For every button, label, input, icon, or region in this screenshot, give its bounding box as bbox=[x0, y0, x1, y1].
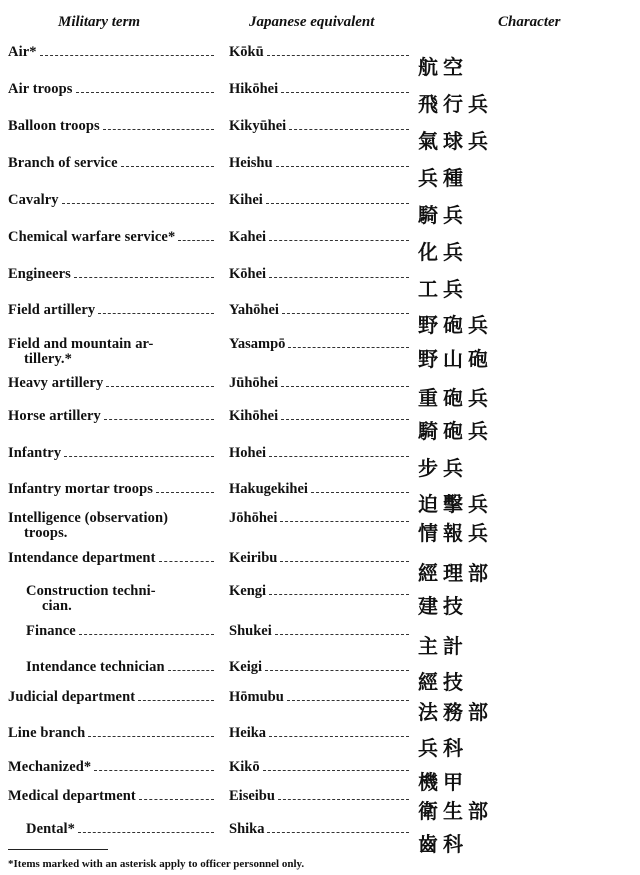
military-term-text: Intendance technician bbox=[26, 659, 165, 675]
military-term-cell bbox=[8, 267, 214, 282]
military-term-cell bbox=[8, 82, 214, 97]
kanji-character: 情報兵 bbox=[418, 521, 493, 545]
dot-leader bbox=[266, 203, 409, 204]
military-term-text: Horse artillery bbox=[8, 408, 101, 424]
japanese-equivalent-cell bbox=[229, 376, 409, 391]
header-military-term: Military term bbox=[58, 14, 141, 30]
kanji-character: 經技 bbox=[418, 670, 468, 694]
japanese-equivalent-text: Keiribu bbox=[229, 550, 278, 566]
japanese-equivalent-cell bbox=[229, 551, 409, 566]
dot-leader bbox=[267, 832, 409, 833]
kanji-character: 工兵 bbox=[418, 277, 468, 301]
japanese-equivalent-cell bbox=[229, 760, 409, 775]
military-term-text: Judicial department bbox=[8, 689, 136, 705]
dot-leader bbox=[265, 670, 409, 671]
military-term-text: Cavalry bbox=[8, 192, 59, 208]
japanese-equivalent-cell bbox=[229, 82, 409, 97]
dot-leader bbox=[64, 456, 214, 457]
kanji-character: 迫擊兵 bbox=[418, 492, 493, 516]
military-term-text: Air troops bbox=[8, 81, 73, 97]
military-term-cell bbox=[8, 446, 214, 461]
dot-leader bbox=[98, 313, 214, 314]
dot-leader bbox=[267, 55, 409, 56]
kanji-character: 航空 bbox=[418, 55, 468, 79]
dot-leader bbox=[78, 832, 214, 833]
military-term-continuation: troops. bbox=[24, 525, 68, 541]
dot-leader bbox=[276, 166, 409, 167]
military-term-text: Construction techni- bbox=[26, 583, 156, 599]
japanese-equivalent-text: Heika bbox=[229, 725, 267, 741]
kanji-character: 衛生部 bbox=[418, 799, 493, 823]
military-term-text: Chemical warfare service* bbox=[8, 229, 176, 245]
military-term-text: Infantry mortar troops bbox=[8, 481, 154, 497]
kanji-character: 重砲兵 bbox=[418, 386, 493, 410]
dot-leader bbox=[282, 313, 409, 314]
dot-leader bbox=[168, 670, 214, 671]
military-term-text: Balloon troops bbox=[8, 118, 100, 134]
japanese-equivalent-cell bbox=[229, 822, 409, 837]
dot-leader bbox=[88, 736, 214, 737]
header-japanese-equivalent: Japanese equivalent bbox=[249, 14, 375, 30]
japanese-equivalent-cell bbox=[229, 726, 409, 741]
dot-leader bbox=[281, 92, 409, 93]
dot-leader bbox=[269, 456, 409, 457]
kanji-character: 兵科 bbox=[418, 736, 468, 760]
japanese-equivalent-cell bbox=[229, 660, 409, 675]
dot-leader bbox=[311, 492, 409, 493]
dot-leader bbox=[281, 419, 409, 420]
military-term-text: Infantry bbox=[8, 445, 62, 461]
dot-leader bbox=[79, 634, 214, 635]
japanese-equivalent-cell bbox=[229, 789, 409, 804]
japanese-equivalent-cell bbox=[229, 230, 409, 245]
dot-leader bbox=[275, 634, 409, 635]
military-term-text: Field and mountain ar- bbox=[8, 336, 154, 352]
japanese-equivalent-cell bbox=[229, 156, 409, 171]
footnote: *Items marked with an asterisk apply to officer personnel only. bbox=[8, 858, 305, 870]
military-term-cell bbox=[8, 45, 214, 60]
japanese-equivalent-cell bbox=[229, 45, 409, 60]
japanese-equivalent-cell bbox=[229, 119, 409, 134]
dot-leader bbox=[40, 55, 214, 56]
military-term-text: Intendance department bbox=[8, 550, 156, 566]
dot-leader bbox=[269, 277, 409, 278]
kanji-character: 步兵 bbox=[418, 456, 468, 480]
header-character: Character bbox=[498, 14, 561, 30]
military-term-text: Medical department bbox=[8, 788, 136, 804]
military-term-cell bbox=[8, 303, 214, 318]
japanese-equivalent-text: Keigi bbox=[229, 659, 263, 675]
japanese-equivalent-cell bbox=[229, 193, 409, 208]
military-term-text: Branch of service bbox=[8, 155, 118, 171]
dot-leader bbox=[281, 386, 409, 387]
dot-leader bbox=[156, 492, 214, 493]
japanese-equivalent-text: Kihōhei bbox=[229, 408, 279, 424]
military-term-text: Engineers bbox=[8, 266, 71, 282]
military-term-cell bbox=[8, 376, 214, 391]
footnote-rule bbox=[8, 849, 108, 850]
military-term-cell bbox=[8, 337, 214, 367]
military-term-cell bbox=[8, 482, 214, 497]
dot-leader bbox=[106, 386, 214, 387]
japanese-equivalent-text: Hōmubu bbox=[229, 689, 284, 705]
military-term-text: Dental* bbox=[26, 821, 76, 837]
kanji-character: 化兵 bbox=[418, 240, 468, 264]
japanese-equivalent-text: Kengi bbox=[229, 583, 267, 599]
japanese-equivalent-text: Kōhei bbox=[229, 266, 267, 282]
kanji-character: 氣球兵 bbox=[418, 129, 493, 153]
japanese-equivalent-cell bbox=[229, 446, 409, 461]
dot-leader bbox=[280, 521, 409, 522]
dot-leader bbox=[263, 770, 409, 771]
dot-leader bbox=[138, 700, 214, 701]
military-term-cell bbox=[8, 511, 214, 541]
dot-leader bbox=[269, 240, 409, 241]
kanji-character: 野山砲 bbox=[418, 347, 493, 371]
japanese-equivalent-text: Kikō bbox=[229, 759, 260, 775]
dot-leader bbox=[121, 166, 214, 167]
military-term-text: Field artillery bbox=[8, 302, 96, 318]
kanji-character: 建技 bbox=[418, 594, 468, 618]
kanji-character: 野砲兵 bbox=[418, 313, 493, 337]
kanji-character: 騎兵 bbox=[418, 203, 468, 227]
dot-leader bbox=[289, 129, 409, 130]
japanese-equivalent-text: Yahōhei bbox=[229, 302, 279, 318]
japanese-equivalent-cell bbox=[229, 409, 409, 424]
military-term-cell bbox=[8, 726, 214, 741]
dot-leader bbox=[288, 347, 409, 348]
military-term-text: Finance bbox=[26, 623, 76, 639]
dot-leader bbox=[178, 240, 214, 241]
japanese-equivalent-text: Hakugekihei bbox=[229, 481, 308, 497]
kanji-character: 兵種 bbox=[418, 166, 468, 190]
military-term-continuation: cian. bbox=[42, 598, 72, 614]
military-term-cell bbox=[8, 230, 214, 245]
kanji-character: 法務部 bbox=[418, 700, 493, 724]
kanji-character: 飛行兵 bbox=[418, 92, 493, 116]
military-term-cell bbox=[8, 690, 214, 705]
japanese-equivalent-text: Kahei bbox=[229, 229, 267, 245]
military-term-cell bbox=[26, 584, 214, 614]
japanese-equivalent-cell bbox=[229, 337, 409, 352]
japanese-equivalent-cell bbox=[229, 267, 409, 282]
dot-leader bbox=[76, 92, 214, 93]
japanese-equivalent-cell bbox=[229, 584, 409, 599]
military-term-cell bbox=[8, 156, 214, 171]
military-term-continuation: tillery.* bbox=[24, 351, 73, 367]
military-term-cell bbox=[26, 660, 214, 675]
dot-leader bbox=[269, 736, 409, 737]
military-term-cell bbox=[8, 760, 214, 775]
military-term-cell bbox=[8, 789, 214, 804]
military-term-cell bbox=[8, 551, 214, 566]
military-term-text: Air* bbox=[8, 44, 37, 60]
japanese-equivalent-cell bbox=[229, 511, 409, 526]
japanese-equivalent-text: Shukei bbox=[229, 623, 272, 639]
kanji-character: 機甲 bbox=[418, 770, 468, 794]
japanese-equivalent-cell bbox=[229, 303, 409, 318]
japanese-equivalent-text: Eiseibu bbox=[229, 788, 275, 804]
kanji-character: 經理部 bbox=[418, 561, 493, 585]
dot-leader bbox=[62, 203, 214, 204]
japanese-equivalent-cell bbox=[229, 624, 409, 639]
japanese-equivalent-text: Kikyūhei bbox=[229, 118, 287, 134]
kanji-character: 齒科 bbox=[418, 832, 468, 856]
military-term-text: Line branch bbox=[8, 725, 86, 741]
military-term-text: Intelligence (observation) bbox=[8, 510, 169, 526]
japanese-equivalent-text: Kihei bbox=[229, 192, 263, 208]
kanji-character: 主計 bbox=[418, 634, 468, 658]
japanese-equivalent-text: Hohei bbox=[229, 445, 267, 461]
dot-leader bbox=[104, 419, 214, 420]
military-term-cell bbox=[26, 822, 214, 837]
japanese-equivalent-text: Heishu bbox=[229, 155, 273, 171]
japanese-equivalent-cell bbox=[229, 690, 409, 705]
dot-leader bbox=[280, 561, 409, 562]
japanese-equivalent-cell bbox=[229, 482, 409, 497]
japanese-equivalent-text: Jōhōhei bbox=[229, 510, 278, 526]
dot-leader bbox=[139, 799, 214, 800]
japanese-equivalent-text: Shika bbox=[229, 821, 265, 837]
kanji-character: 騎砲兵 bbox=[418, 419, 493, 443]
dot-leader bbox=[278, 799, 409, 800]
japanese-equivalent-text: Kōkū bbox=[229, 44, 264, 60]
japanese-equivalent-text: Jūhōhei bbox=[229, 375, 279, 391]
dot-leader bbox=[269, 594, 409, 595]
japanese-equivalent-text: Yasampō bbox=[229, 336, 286, 352]
military-term-text: Mechanized* bbox=[8, 759, 92, 775]
military-term-cell bbox=[8, 119, 214, 134]
dot-leader bbox=[74, 277, 214, 278]
military-term-cell bbox=[26, 624, 214, 639]
dot-leader bbox=[103, 129, 214, 130]
military-term-cell bbox=[8, 193, 214, 208]
military-term-cell bbox=[8, 409, 214, 424]
dot-leader bbox=[287, 700, 409, 701]
dot-leader bbox=[94, 770, 214, 771]
military-term-text: Heavy artillery bbox=[8, 375, 104, 391]
dot-leader bbox=[159, 561, 215, 562]
japanese-equivalent-text: Hikōhei bbox=[229, 81, 279, 97]
